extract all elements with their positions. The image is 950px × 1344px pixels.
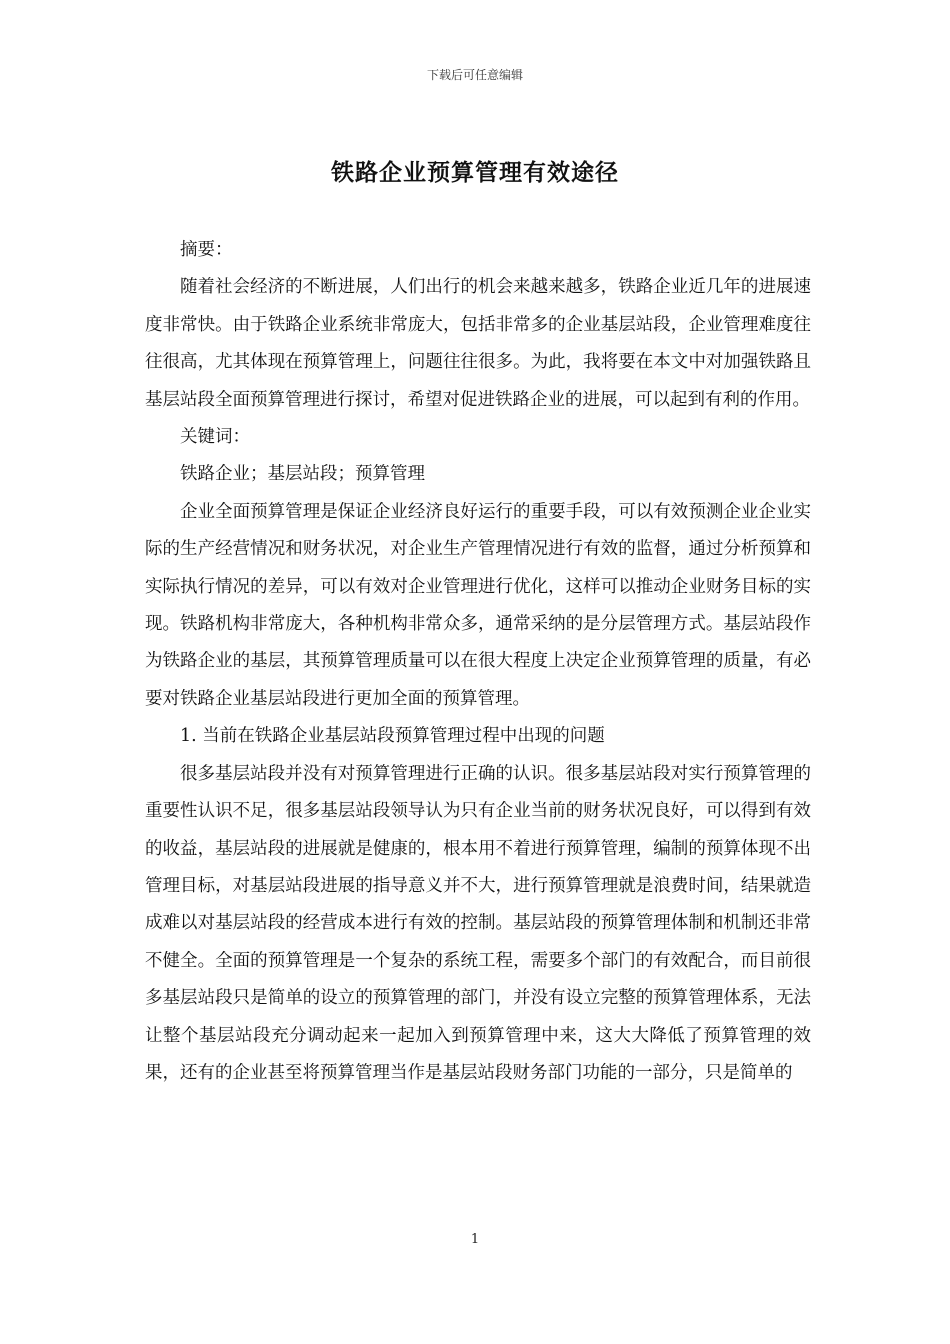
keywords-label: 关键词： [180,427,250,448]
keywords-text: 铁路企业；基层站段；预算管理 [180,464,425,485]
abstract-paragraph: 随着社会经济的不断进展，人们出行的机会来越来越多，铁路企业近几年的进展速度非常快。由于铁路企业系统非常庞大，包括非常多的企业基层站段，企业管理难度往往很高，尤其体现在预算管理上，问题往往很多。为此，我将要在本文中对加强铁路且基层站段全面预算管理进行探讨，希望对促进铁路企业的进展，可以起到有利的作用。 [145,277,811,410]
page-number: 1 [470,1232,480,1247]
abstract-label: 摘要： [180,240,233,260]
intro-paragraph: 企业全面预算管理是保证企业经济良好运行的重要手段，可以有效预测企业企业实际的生产经营情况和财务状况，对企业生产管理情况进行有效的监督，通过分析预算和实际执行情况的差异，可以有效对企业管理进行优化，这样可以推动企业财务目标的实现。铁路机构非常庞大，各种机构非常众多，通常采纳的是分层管理方式。基层站段作为铁路企业的基层，其预算管理质量可以在很大程度上决定企业预算管理的质量，有必要对铁路企业基层站段进行更加全面的预算管理。 [145,501,811,709]
document-title: 铁路企业预算管理有效途径 [331,159,619,186]
section-paragraph: 很多基层站段并没有对预算管理进行正确的认识。很多基层站段对实行预算管理的重要性认识不足，很多基层站段领导认为只有企业当前的财务状况良好，可以得到有效的收益，基层站段的进展就是健康的，根本用不着进行预算管理，编制的预算体现不出管理目标，对基层站段进展的指导意义并不大，进行预算管理就是浪费时间，结果就造成难以对基层站段的经营成本进行有效的控制。基层站段的预算管理体制和机制还非常不健全。全面的预算管理是一个复杂的系统工程，需要多个部门的有效配合，而目前很多基层站段只是简单的设立的预算管理的部门，并没有设立完整的预算管理体系，无法让整个基层站段充分调动起来一起加入到预算管理中来，这大大降低了预算管理的效果，还有的企业甚至将预算管理当作是基层站段财务部门功能的一部分，只是简单的 [145,763,811,1083]
section-heading: 1. 当前在铁路企业基层站段预算管理过程中出现的问题 [180,726,605,747]
document-body [145,232,811,1092]
header-note: 下载后可任意编辑 [426,68,523,82]
